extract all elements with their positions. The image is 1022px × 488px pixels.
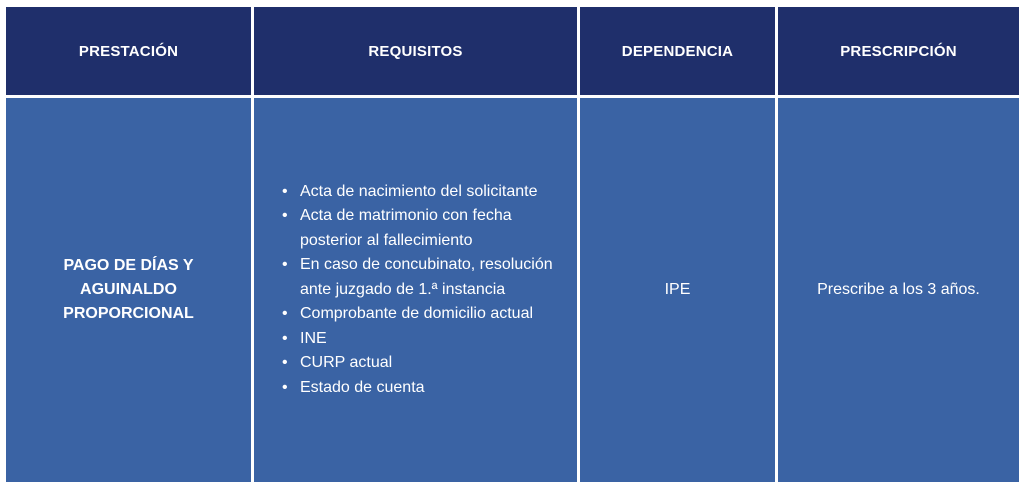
requisito-item: • Acta de nacimiento del solicitante [300, 180, 561, 205]
cell-dependencia [579, 97, 777, 484]
requisito-item: • Comprobante de domicilio actual [300, 302, 561, 327]
header-dependencia: DEPENDENCIA [579, 6, 777, 97]
table-row [5, 97, 1021, 484]
benefits-table-container [3, 4, 1019, 482]
header-prestacion: PRESTACIÓN [5, 6, 253, 97]
benefits-table [3, 4, 1022, 485]
requisito-item: • INE [300, 327, 561, 352]
requisito-item: • Estado de cuenta [300, 376, 561, 401]
prescripcion-text: Prescribe a los 3 años. [817, 281, 980, 298]
cell-prestacion [5, 97, 253, 484]
cell-requisitos [253, 97, 579, 484]
requisitos-list [254, 180, 577, 401]
prestacion-text [6, 254, 251, 326]
requisito-item: • CURP actual [300, 351, 561, 376]
table-header-row [5, 6, 1021, 97]
cell-prescripcion [777, 97, 1021, 484]
prestacion-line-3: PROPORCIONAL [63, 305, 194, 322]
header-requisitos: REQUISITOS [253, 6, 579, 97]
prestacion-line-1: PAGO DE DÍAS Y [63, 257, 194, 274]
header-prescripcion: PRESCRIPCIÓN [777, 6, 1021, 97]
requisito-item: • En caso de concubinato, resolución ante juzgado de 1.ª instancia [300, 253, 561, 302]
dependencia-text: IPE [664, 281, 691, 298]
prestacion-line-2: AGUINALDO [80, 281, 177, 298]
requisito-item: • Acta de matrimonio con fecha posterior al fallecimiento [300, 204, 561, 253]
